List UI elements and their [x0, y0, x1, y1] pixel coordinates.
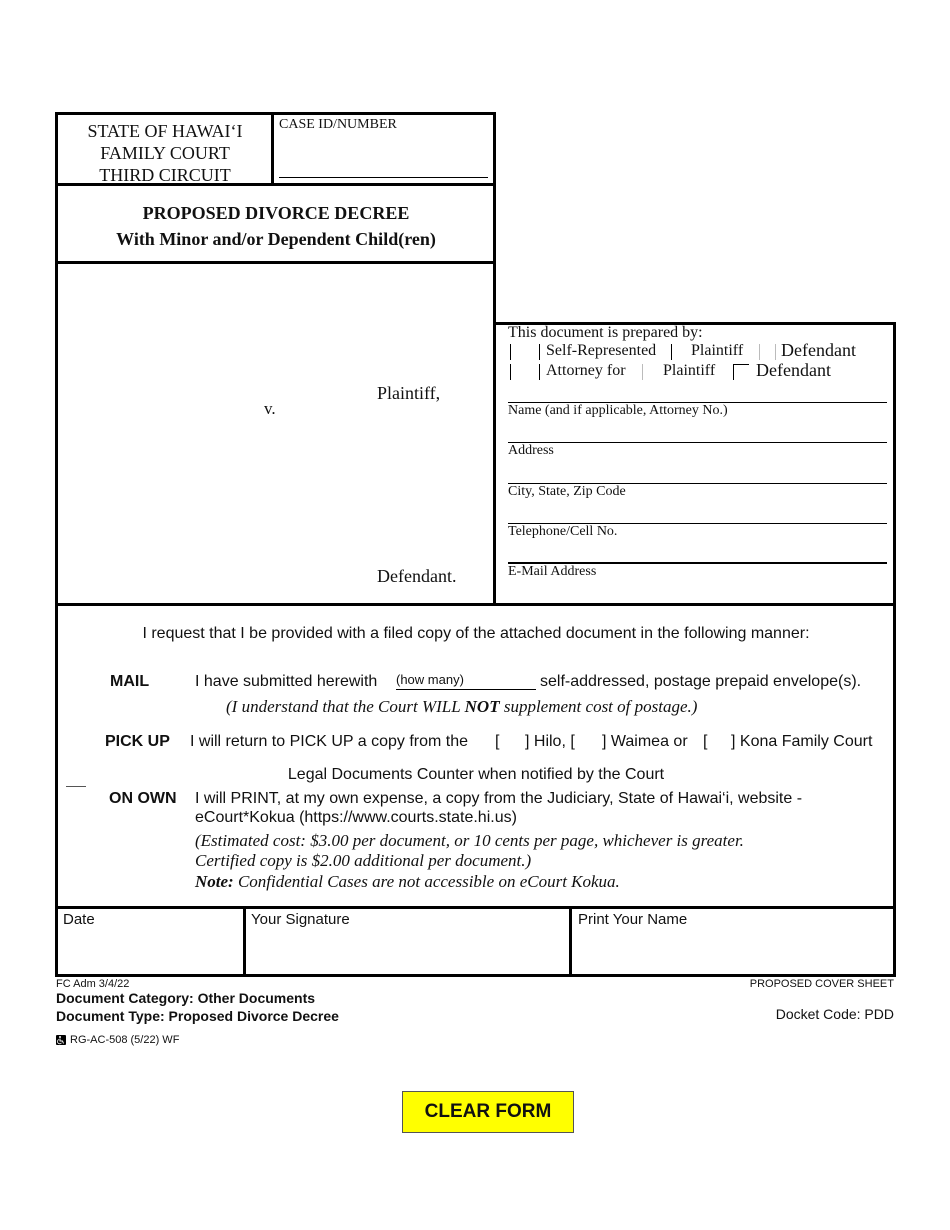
- clear-form-button[interactable]: CLEAR FORM: [402, 1091, 574, 1133]
- self-represented-label: Self-Represented: [546, 342, 657, 359]
- court-divider: [271, 112, 274, 186]
- city-state-zip-label: City, State, Zip Code: [508, 484, 626, 499]
- date-field[interactable]: Date: [63, 911, 95, 928]
- form-id: FC Adm 3/4/22: [56, 978, 130, 990]
- title-line-1: PROPOSED DIVORCE DECREE: [142, 203, 410, 223]
- court-line-circuit: THIRD CIRCUIT: [99, 165, 231, 185]
- versus-label: v.: [264, 399, 276, 418]
- self-represented-checkbox-right: [539, 344, 540, 360]
- hilo-label: ] Hilo, [: [525, 733, 575, 750]
- signature-field[interactable]: Your Signature: [251, 911, 350, 928]
- on-own-label: ON OWN: [109, 790, 177, 807]
- on-own-line-1: I will PRINT, at my own expense, a copy from the Judiciary, State of Hawai‘i, website -: [195, 790, 803, 807]
- self-defendant-checkbox[interactable]: [759, 344, 760, 360]
- pickup-label: PICK UP: [105, 733, 170, 750]
- self-plaintiff-checkbox[interactable]: [671, 344, 672, 360]
- attorney-checkbox-right: [539, 364, 540, 380]
- caption-box: [55, 112, 496, 606]
- document-type: Document Type: Proposed Divorce Decree: [56, 1008, 339, 1024]
- attorney-label: Attorney for: [546, 362, 626, 379]
- cost-line-1: (Estimated cost: $3.00 per document, or 10 cents per page, whichever is greater.: [195, 831, 744, 850]
- confidential-note: [195, 872, 620, 892]
- attorney-plaintiff-checkbox[interactable]: [642, 364, 643, 380]
- kona-label: ] Kona Family Court: [731, 733, 873, 750]
- signature-name-divider: [569, 906, 572, 977]
- accessibility-icon: [56, 1035, 66, 1045]
- hilo-checkbox[interactable]: [: [495, 733, 500, 750]
- court-line-state: STATE OF HAWAI‘I: [87, 121, 243, 141]
- signature-divider: [55, 906, 896, 909]
- self-plaintiff-label: Plaintiff: [691, 342, 744, 359]
- case-id-label: CASE ID/NUMBER: [279, 117, 397, 132]
- mail-label: MAIL: [110, 673, 150, 690]
- date-divider: [243, 906, 246, 977]
- court-line-family: FAMILY COURT: [100, 143, 230, 163]
- email-label: E-Mail Address: [508, 564, 597, 579]
- self-defendant-checkbox-right: [775, 344, 776, 360]
- kona-checkbox[interactable]: [: [703, 733, 708, 750]
- name-label: Name (and if applicable, Attorney No.): [508, 403, 728, 418]
- attorney-checkbox[interactable]: [510, 364, 511, 380]
- rg-code: RG-AC-508 (5/22) WF: [70, 1034, 180, 1046]
- cover-sheet-label: PROPOSED COVER SHEET: [749, 978, 894, 990]
- title-line-2: With Minor and/or Dependent Child(ren): [116, 229, 436, 249]
- note-text: Confidential Cases are not accessible on eCourt Kokua.: [233, 872, 620, 891]
- attorney-plaintiff-label: Plaintiff: [663, 362, 716, 379]
- postage-note-pre: (I understand that the Court WILL: [226, 697, 465, 716]
- self-represented-checkbox[interactable]: [510, 344, 511, 360]
- document-category: Document Category: Other Documents: [56, 990, 316, 1006]
- telephone-label: Telephone/Cell No.: [508, 524, 618, 539]
- preparer-heading: This document is prepared by:: [508, 324, 703, 341]
- mail-text-after: self-addressed, postage prepaid envelope(s).: [540, 673, 862, 690]
- title-divider: [55, 261, 496, 264]
- court-name: [60, 120, 270, 186]
- cost-line-2: Certified copy is $2.00 additional per document.): [195, 851, 532, 870]
- attorney-defendant-checkbox[interactable]: [733, 364, 749, 380]
- on-own-line-2: eCourt*Kokua (https://www.courts.state.hi.us): [195, 809, 517, 826]
- pickup-text: I will return to PICK UP a copy from the: [190, 733, 469, 750]
- self-defendant-label: Defendant: [781, 340, 856, 360]
- document-title: [58, 200, 494, 252]
- waimea-label: ] Waimea or: [602, 733, 688, 750]
- attorney-defendant-label: Defendant: [756, 360, 831, 380]
- postage-note-bold: NOT: [464, 697, 500, 716]
- postage-note-post: supplement cost of postage.): [499, 697, 698, 716]
- case-id-input[interactable]: [279, 177, 488, 178]
- note-label: Note:: [195, 872, 234, 891]
- pickup-counter: Legal Documents Counter when notified by the Court: [287, 766, 665, 783]
- address-label: Address: [508, 443, 554, 458]
- postage-note: [226, 697, 697, 717]
- address-input[interactable]: [508, 442, 887, 443]
- print-name-field[interactable]: Print Your Name: [578, 911, 688, 928]
- defendant-label: Defendant.: [377, 566, 457, 586]
- request-intro: I request that I be provided with a filed copy of the attached document in the following manner:: [142, 625, 810, 642]
- plaintiff-label: Plaintiff,: [377, 383, 441, 403]
- envelope-count-input[interactable]: (how many): [396, 672, 536, 690]
- mail-text-before: I have submitted herewith: [195, 673, 378, 690]
- on-own-checkbox[interactable]: [66, 786, 86, 787]
- docket-code: Docket Code: PDD: [775, 1006, 894, 1022]
